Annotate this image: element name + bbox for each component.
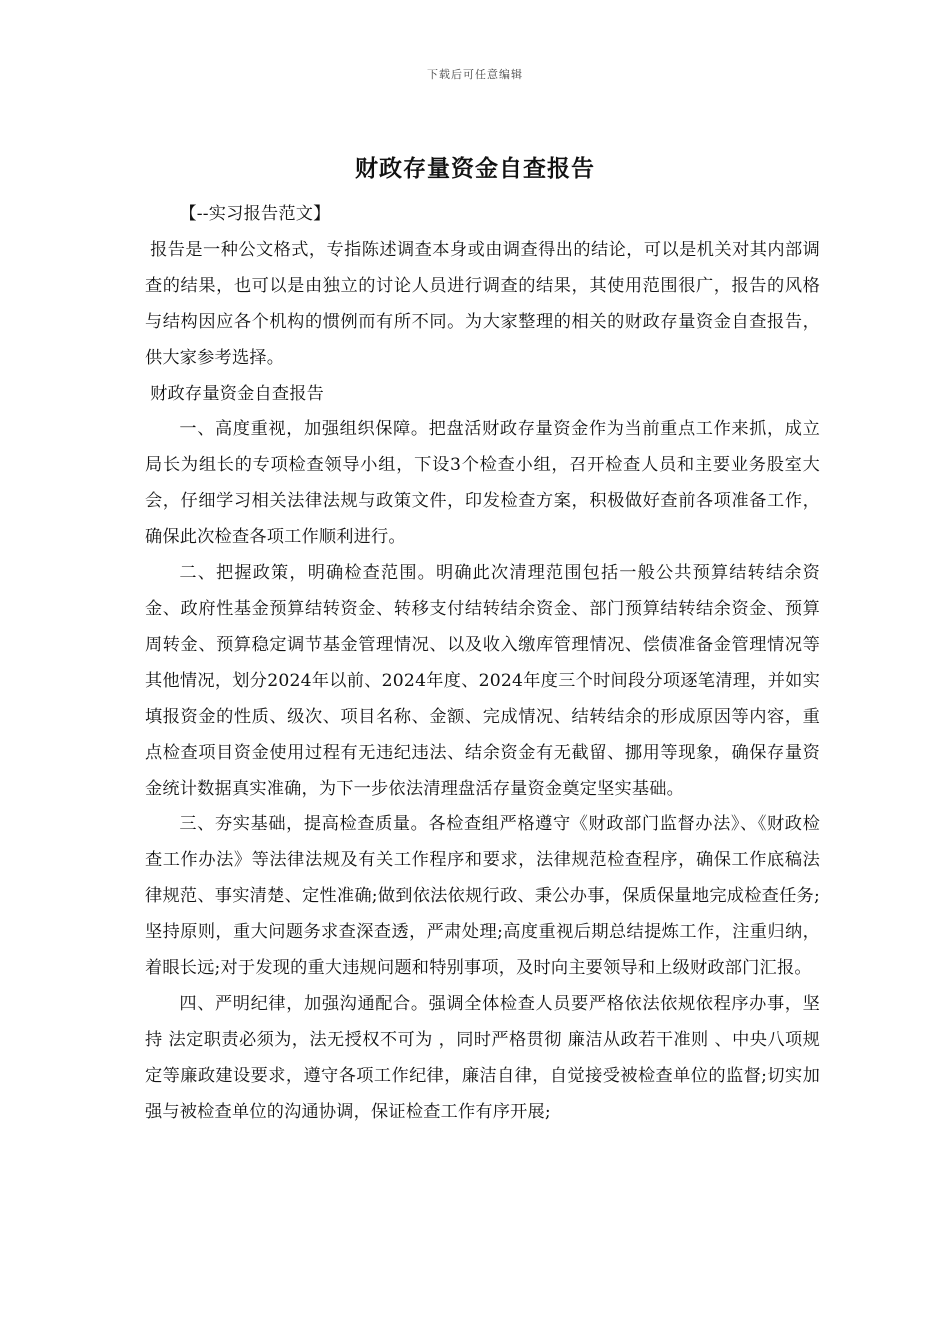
report-subtitle: 财政存量资金自查报告 (150, 383, 325, 404)
section-paragraph-2: 二、把握政策，明确检查范围。明确此次清理范围包括一般公共预算结转结余资金、政府性基金预算结转资金、转移支付结转结余资金、部门预算结转结余资金、预算周转金、预算稳定调节基金管理情况、以及收入缴库管理情况、偿债准备金管理情况等其他情况，划分2024年以前、2024年度、2024年度三个时间段分项逐笔清理，并如实填报资金的性质、级次、项目名称、金额、完成情况、结转结余的形成原因等内容，重点检查项目资金使用过程有无违纪违法、结余资金有无截留、挪用等现象，确保存量资金统计数据真实准确，为下一步依法清理盘活存量资金奠定坚实基础。 (145, 563, 820, 799)
category-tag: 【--实习报告范文】 (179, 204, 331, 224)
document-body (145, 197, 820, 1131)
page-header-note: 下载后可任意编辑 (427, 68, 523, 81)
section-paragraph-1: 一、高度重视，加强组织保障。把盘活财政存量资金作为当前重点工作来抓，成立局长为组长的专项检查领导小组，下设3个检查小组，召开检查人员和主要业务股室大会，仔细学习相关法律法规与政策文件，印发检查方案，积极做好查前各项准备工作，确保此次检查各项工作顺利进行。 (145, 419, 820, 548)
intro-paragraph: 报告是一种公文格式，专指陈述调查本身或由调查得出的结论，可以是机关对其内部调查的结果，也可以是由独立的讨论人员进行调查的结果，其使用范围很广，报告的风格与结构因应各个机构的惯例而有所不同。为大家整理的相关的财政存量资金自查报告，供大家参考选择。 (145, 239, 820, 368)
document-title: 财政存量资金自查报告 (355, 155, 595, 182)
section-paragraph-3: 三、夯实基础，提高检查质量。各检查组严格遵守《财政部门监督办法》、《财政检查工作办法》等法律法规及有关工作程序和要求，法律规范检查程序，确保工作底稿法律规范、事实清楚、定性准确;做到依法依规行政、秉公办事，保质保量地完成检查任务;坚持原则，重大问题务求查深查透，严肃处理;高度重视后期总结提炼工作，注重归纳，着眼长远;对于发现的重大违规问题和特别事项，及时向主要领导和上级财政部门汇报。 (145, 814, 820, 979)
section-paragraph-4: 四、严明纪律，加强沟通配合。强调全体检查人员要严格依法依规依程序办事，坚持 法定职责必须为，法无授权不可为 ，同时严格贯彻 廉洁从政若干准则 、中央八项规定等廉政建设要求，遵守各项工作纪律，廉洁自律，自觉接受被检查单位的监督;切实加强与被检查单位的沟通协调，保证检查工作有序开展; (145, 993, 820, 1122)
